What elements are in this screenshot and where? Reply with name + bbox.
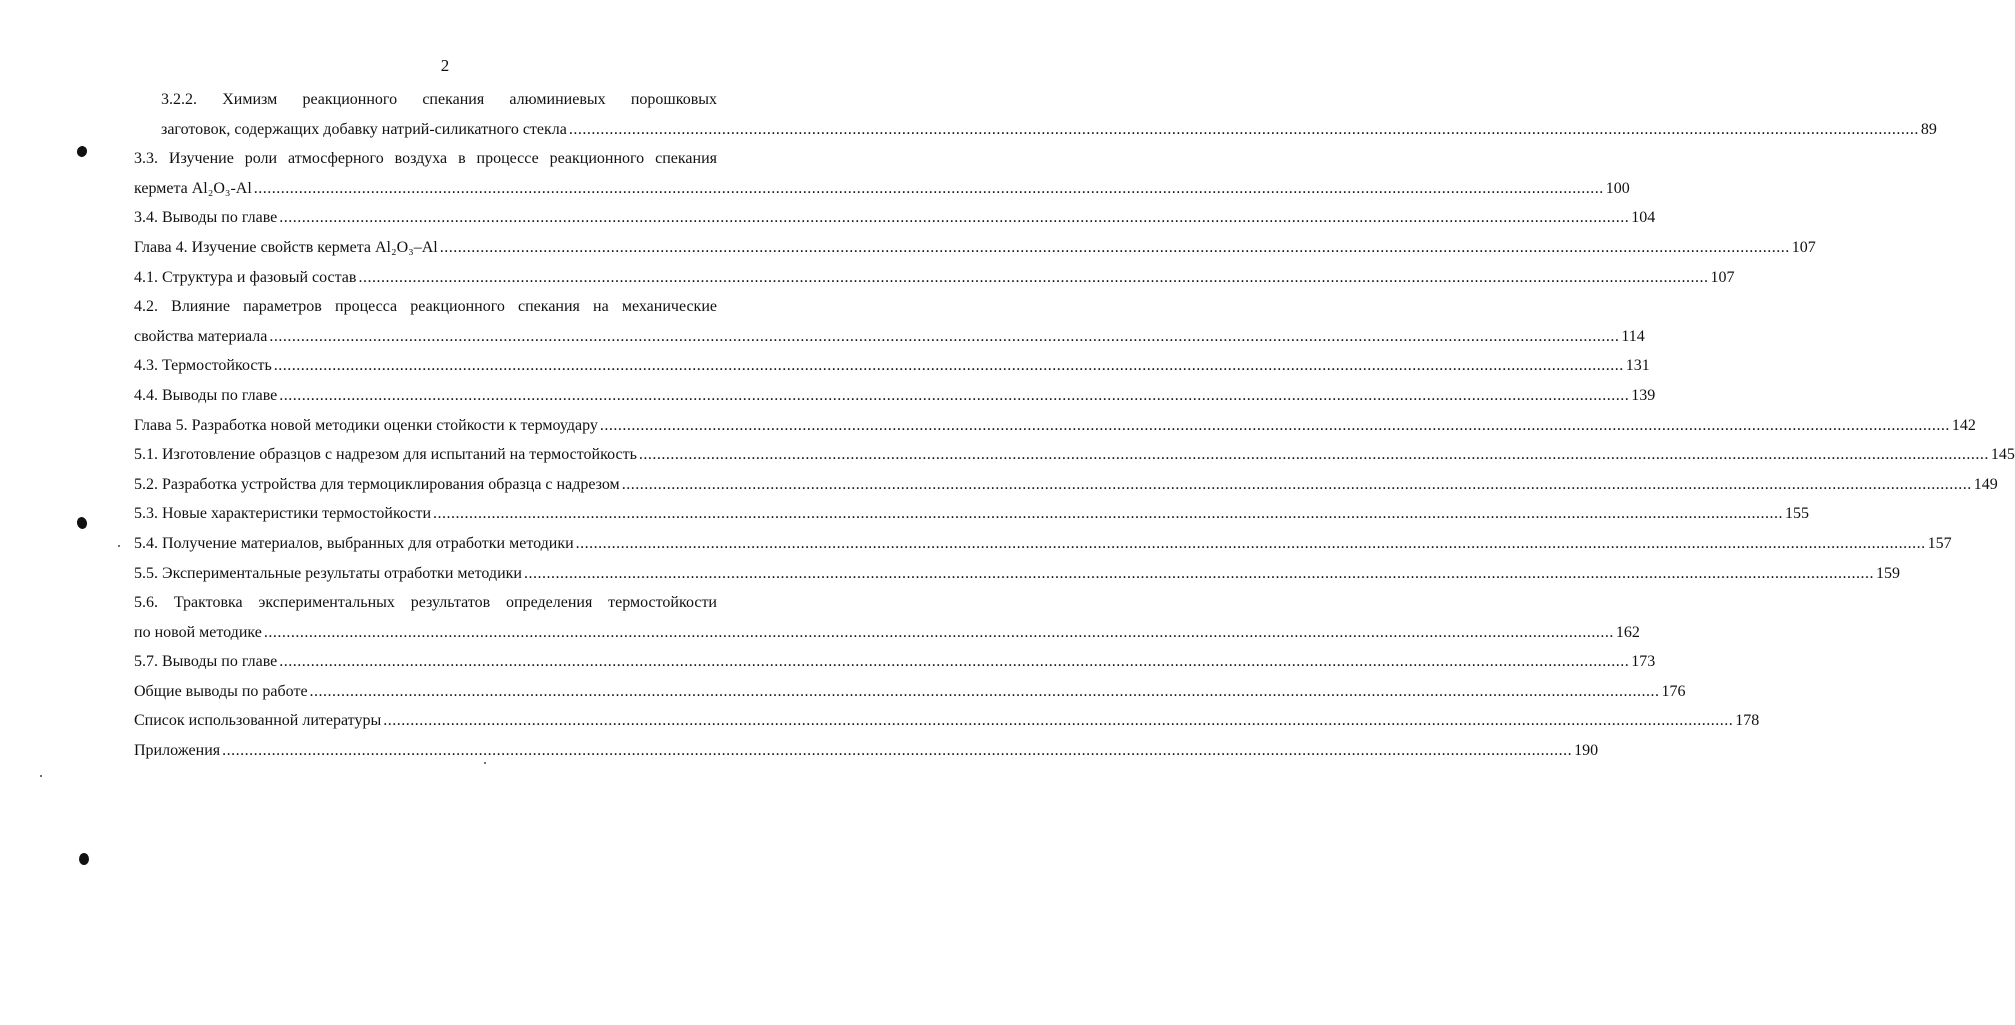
toc-entry-page: 89	[1920, 120, 1937, 138]
toc-entry	[134, 470, 1998, 500]
toc-entry	[134, 233, 1816, 263]
toc-entry-page: 159	[1875, 564, 1900, 582]
dot-leader: ............................................................................................................................................................................................................................................................................................................	[383, 712, 1734, 730]
toc-entry	[134, 559, 1900, 589]
toc-entry-title: 4.1. Структура и фазовый состав	[134, 268, 357, 286]
scan-speck	[40, 775, 42, 777]
toc-entry-leader-line	[134, 322, 1645, 352]
toc-entry	[134, 647, 1656, 677]
toc-entry	[134, 144, 1630, 203]
toc-entry	[134, 351, 1650, 381]
toc-entry	[134, 706, 1760, 736]
toc-entry-page: 149	[1973, 475, 1998, 493]
toc-entry-page: 107	[1791, 238, 1816, 256]
dot-leader: ............................................................................................................................................................................................................................................................................................................	[621, 475, 1972, 493]
toc-entry	[134, 677, 1686, 707]
dot-leader: ............................................................................................................................................................................................................................................................................................................	[222, 742, 1573, 760]
toc-entry-leader-line	[134, 736, 1599, 766]
toc-entry-page: 145	[1990, 446, 2015, 464]
scan-speck	[484, 762, 486, 764]
toc-entry-title: 4.4. Выводы по главе	[134, 386, 278, 404]
toc-entry-leader-line	[134, 470, 1998, 500]
toc-entry-title: 5.1. Изготовление образцов с надрезом для испытаний на термостойкость	[134, 446, 637, 464]
toc-entry-title: 5.4. Получение материалов, выбранных для отработки методики	[134, 534, 574, 552]
toc-entry-title: 4.3. Термостойкость	[134, 357, 272, 375]
toc-entry-title: 5.7. Выводы по главе	[134, 653, 278, 671]
toc-entry-page: 114	[1621, 327, 1645, 345]
toc-entry-title-line: 3.2.2. Химизм реакционного спекания алюминиевых порошковых	[161, 91, 717, 108]
scan-speck	[118, 545, 120, 547]
toc-entry-page: 139	[1631, 386, 1656, 404]
toc-entry-page: 142	[1951, 416, 1976, 434]
toc-entry-page: 107	[1710, 268, 1735, 286]
toc-entry-title: 5.5. Экспериментальные результаты отработки методики	[134, 564, 522, 582]
dot-leader: ............................................................................................................................................................................................................................................................................................................	[575, 534, 1926, 552]
ink-blot	[79, 853, 89, 865]
toc-entry	[134, 588, 1640, 647]
toc-entry-page: 131	[1625, 357, 1650, 375]
toc-entry-title: свойства материала	[134, 327, 268, 345]
toc-entry-title-line: 3.3. Изучение роли атмосферного воздуха в процессе реакционного спекания	[134, 150, 717, 168]
dot-leader: ............................................................................................................................................................................................................................................................................................................	[433, 505, 1783, 523]
dot-leader: ............................................................................................................................................................................................................................................................................................................	[273, 357, 1624, 375]
dot-leader: ............................................................................................................................................................................................................................................................................................................	[279, 653, 1630, 671]
toc-entry-leader-line	[134, 677, 1686, 707]
dot-leader: ............................................................................................................................................................................................................................................................................................................	[358, 268, 1709, 286]
toc-entry-title: заготовок, содержащих добавку натрий-силикатного стекла	[161, 120, 567, 138]
dot-leader: ............................................................................................................................................................................................................................................................................................................	[309, 682, 1660, 700]
dot-leader: ............................................................................................................................................................................................................................................................................................................	[638, 446, 1989, 464]
toc-entry-leader-line	[134, 263, 1735, 293]
toc-entry-title: Приложения	[134, 742, 221, 760]
toc-entry-page: 173	[1631, 653, 1656, 671]
toc-entry	[134, 440, 2015, 470]
toc-entry-title: 5.2. Разработка устройства для термоциклирования образца с надрезом	[134, 475, 620, 493]
ink-blot	[76, 516, 89, 530]
toc-entry	[134, 263, 1735, 293]
toc-entry-page: 155	[1785, 505, 1809, 523]
toc-entry-leader-line	[134, 233, 1816, 263]
toc-entry	[134, 85, 1937, 144]
toc-entry	[134, 499, 1809, 529]
dot-leader: ............................................................................................................................................................................................................................................................................................................	[269, 327, 1620, 345]
toc-entry-page: 176	[1661, 682, 1686, 700]
toc-entry-leader-line	[134, 529, 1952, 559]
toc-entry-title: по новой методике	[134, 623, 262, 641]
toc-entry-leader-line	[134, 647, 1656, 677]
toc-entry-title: Общие выводы по работе	[134, 682, 308, 700]
toc-entry-page: 157	[1927, 534, 1952, 552]
toc-entry-leader-line	[134, 351, 1650, 381]
toc-entry-title: Глава 4. Изучение свойств кермета Al₂O₃–Al	[134, 238, 438, 256]
toc-entry	[134, 736, 1599, 766]
dot-leader: ............................................................................................................................................................................................................................................................................................................	[568, 120, 1919, 138]
toc-entry	[134, 292, 1645, 351]
toc-entry-leader-line	[134, 499, 1809, 529]
dot-leader: ............................................................................................................................................................................................................................................................................................................	[599, 416, 1950, 434]
toc-entry-page: 100	[1605, 179, 1630, 197]
toc-entry-title: 3.4. Выводы по главе	[134, 209, 278, 227]
toc-entry-leader-line	[134, 440, 2015, 470]
page-number: 2	[440, 56, 450, 75]
dot-leader: ............................................................................................................................................................................................................................................................................................................	[279, 209, 1630, 227]
toc-entry-page: 190	[1574, 742, 1599, 760]
toc-entry-title: 5.3. Новые характеристики термостойкости	[134, 505, 431, 523]
toc-entry-leader-line	[134, 618, 1640, 648]
toc-entry	[134, 529, 1952, 559]
toc-entry	[134, 411, 1976, 441]
toc-entry-leader-line	[134, 381, 1656, 411]
ink-blot	[75, 145, 88, 159]
toc-entry-leader-line	[134, 706, 1760, 736]
toc-entry-page: 162	[1615, 623, 1640, 641]
toc-entry	[134, 203, 1656, 233]
dot-leader: ............................................................................................................................................................................................................................................................................................................	[253, 179, 1604, 197]
toc-entry-leader-line	[134, 411, 1976, 441]
toc-entry	[134, 381, 1656, 411]
toc-entry-title: Глава 5. Разработка новой методики оценки стойкости к термоудару	[134, 416, 598, 434]
toc-entry-page: 104	[1631, 209, 1656, 227]
toc-entry-leader-line	[134, 203, 1656, 233]
table-of-contents	[134, 85, 2015, 766]
toc-entry-leader-line	[134, 559, 1900, 589]
dot-leader: ............................................................................................................................................................................................................................................................................................................	[263, 623, 1614, 641]
toc-entry-title-line: 4.2. Влияние параметров процесса реакционного спекания на механические	[134, 298, 717, 316]
dot-leader: ............................................................................................................................................................................................................................................................................................................	[523, 564, 1874, 582]
toc-entry-title-line: 5.6. Трактовка экспериментальных результатов определения термостойкости	[134, 594, 717, 612]
toc-entry-leader-line	[161, 115, 1937, 145]
toc-entry-title: кермета Al₂O₃-Al	[134, 179, 252, 197]
toc-entry-title: Список использованной литературы	[134, 712, 382, 730]
dot-leader: ............................................................................................................................................................................................................................................................................................................	[279, 386, 1630, 404]
dot-leader: ............................................................................................................................................................................................................................................................................................................	[439, 238, 1790, 256]
toc-entry-leader-line	[134, 174, 1630, 204]
toc-entry-page: 178	[1735, 712, 1760, 730]
